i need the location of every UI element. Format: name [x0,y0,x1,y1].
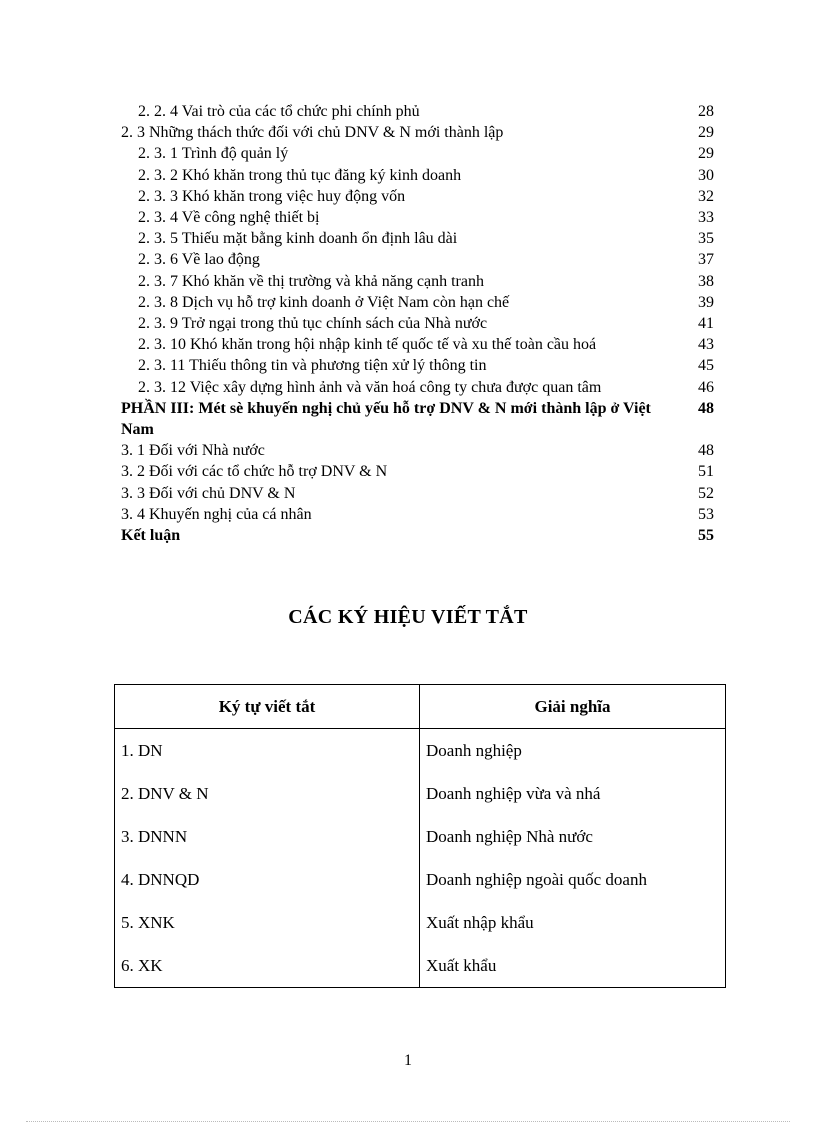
abbreviation-cell: 3. DNNN [115,815,420,858]
toc-entry: 2. 3. 6 Về lao động 37 [138,251,714,269]
toc-entry: 2. 3 Những thách thức đối với chủ DNV & N mới thành lập 29 [121,124,714,142]
column-header-meaning: Giải nghĩa [420,685,726,729]
meaning-cell: Doanh nghiệp ngoài quốc doanh [420,858,726,901]
table-of-contents [121,101,714,546]
toc-part-heading: PHẦN III: Mét sè khuyến nghị chủ yếu hỗ trợ DNV & N mới thành lập ở Việt Nam 48 [121,399,714,439]
meaning-cell: Doanh nghiệp vừa và nhá [420,772,726,815]
table-row [115,858,726,901]
toc-entry: 2. 3. 3 Khó khăn trong việc huy động vốn 32 [138,187,714,205]
toc-entry: 2. 3. 2 Khó khăn trong thủ tục đăng ký kinh doanh 30 [138,166,714,184]
toc-entry: 2. 3. 12 Việc xây dựng hình ảnh và văn hoá công ty chưa được quan tâm 46 [138,378,714,396]
abbreviation-cell: 5. XNK [115,901,420,944]
table-row [115,944,726,988]
toc-entry: 3. 1 Đối với Nhà nước 48 [121,442,714,460]
toc-entry: 2. 3. 5 Thiếu mặt bằng kinh doanh ổn định lâu dài 35 [138,230,714,248]
table-row [115,729,726,773]
toc-entry: 2. 3. 10 Khó khăn trong hội nhập kinh tế quốc tế và xu thế toàn cầu hoá 43 [138,336,714,354]
toc-entry: 3. 3 Đối với chủ DNV & N 52 [121,484,714,502]
toc-entry: 3. 4 Khuyến nghị của cá nhân 53 [121,505,714,523]
meaning-cell: Doanh nghiệp Nhà nước [420,815,726,858]
meaning-cell: Xuất khẩu [420,944,726,988]
toc-conclusion: Kết luận 55 [121,527,714,545]
abbreviation-cell: 2. DNV & N [115,772,420,815]
meaning-cell: Doanh nghiệp [420,729,726,773]
page-bottom-divider [26,1121,790,1122]
column-header-abbreviation: Ký tự viết tắt [115,685,420,729]
toc-entry: 2. 3. 1 Trình độ quản lý 29 [138,145,714,163]
abbreviation-cell: 1. DN [115,729,420,773]
table-header-row [115,685,726,729]
abbreviation-cell: 6. XK [115,944,420,988]
toc-entry: 3. 2 Đối với các tổ chức hỗ trợ DNV & N 51 [121,463,714,481]
page-number: 1 [404,1052,412,1069]
abbreviations-table [114,684,726,988]
meaning-cell: Xuất nhập khẩu [420,901,726,944]
table-row [115,901,726,944]
abbreviations-title: CÁC KÝ HIỆU VIẾT TẮT [288,606,528,628]
toc-entry: 2. 3. 7 Khó khăn về thị trường và khả năng cạnh tranh 38 [138,272,714,290]
table-row [115,772,726,815]
toc-entry: 2. 3. 4 Về công nghệ thiết bị 33 [138,209,714,227]
toc-entry: 2. 3. 9 Trở ngại trong thủ tục chính sách của Nhà nước 41 [138,315,714,333]
abbreviation-cell: 4. DNNQD [115,858,420,901]
toc-entry: 2. 2. 4 Vai trò của các tổ chức phi chính phủ 28 [138,103,714,120]
toc-entry: 2. 3. 11 Thiếu thông tin và phương tiện xử lý thông tin 45 [138,357,714,375]
toc-entry: 2. 3. 8 Dịch vụ hỗ trợ kinh doanh ở Việt Nam còn hạn chế 39 [138,293,714,311]
table-row [115,815,726,858]
